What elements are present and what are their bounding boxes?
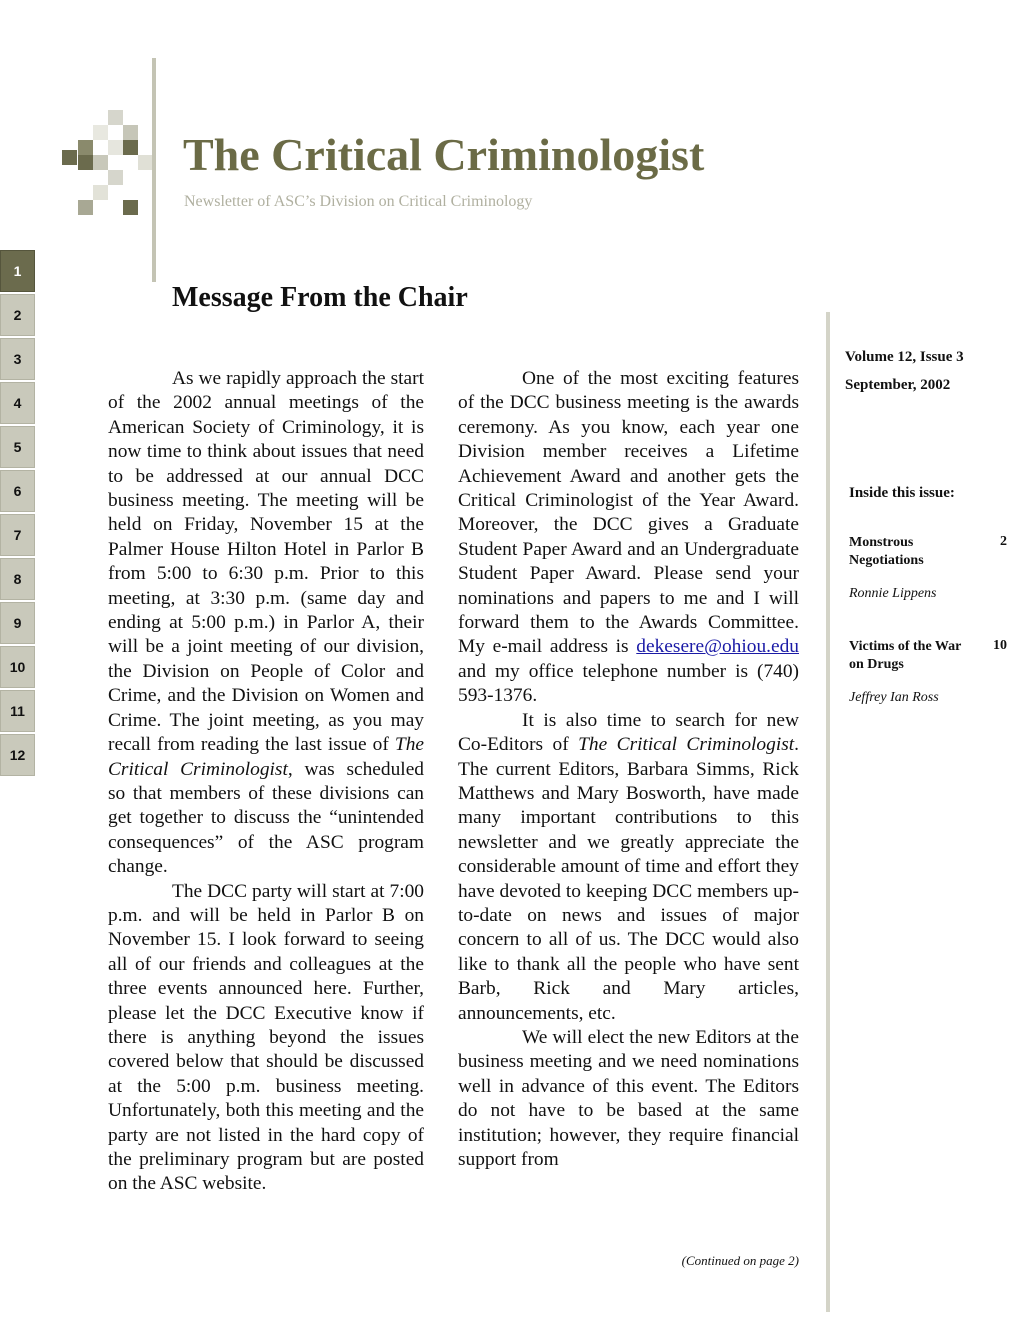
newsletter-logo-icon bbox=[62, 110, 158, 220]
page-tab-7[interactable]: 7 bbox=[0, 514, 35, 556]
article-heading: Message From the Chair bbox=[172, 282, 468, 313]
issue-date: September, 2002 bbox=[845, 377, 951, 393]
article-column-1 bbox=[108, 367, 424, 1197]
toc-item[interactable] bbox=[849, 534, 1019, 602]
article-paragraph: It is also time to search for new Co-Editors of The Critical Criminologist. The current Editors, Barbara Simms, Rick Matthews and Mary Bosworth, have made many important contributions to this newsletter and we greatly appreciate the considerable amount of time and effort they have devoted to keeping DCC members up-to-date on news and issues of major concern to all of us. The DCC would also like to thank all the people who have sent Barb, Rick and Mary articles, announcements, etc. bbox=[458, 709, 799, 1024]
article-paragraph: One of the most exciting features of the DCC business meeting is the awards ceremony. As you know, each year one Division member receives a Lifetime Achievement Award and another gets the Critical Criminologist of the Year Award. Moreover, the DCC gives a Graduate Student Paper Award and an Undergraduate Student Paper Award. Please send your nominations and papers to me and I will forward them to the Awards Committee. My e-mail address is dekesere@ohiou.edu and my office telephone number is (740) 593-1376. bbox=[458, 368, 799, 707]
toc-title[interactable]: Victims of the War on Drugs bbox=[849, 639, 962, 672]
article-paragraph: As we rapidly approach the start of the 2002 annual meetings of the American Society of Criminology, it is now time to think about issues that need to be addressed at our annual DCC business meeting. The meeting will be held on Friday, November 15 at the Palmer House Hilton Hotel in Parlor B from 5:00 to 6:30 p.m. Prior to this meeting, at 3:30 p.m. (same day and ending at 5:00 p.m.) in Parlor A, their will be a joint meeting of our division, the Division on People of Color and Crime, and the Division on Women and Crime. The joint meeting, as you may recall from reading the last issue of The Critical Criminologist, was scheduled so that members of these divisions can get together to discuss the “unintended consequences” of the ASC program change. bbox=[108, 368, 424, 878]
email-link[interactable]: dekesere@ohiou.edu bbox=[636, 636, 799, 658]
page-tab-5[interactable]: 5 bbox=[0, 426, 35, 468]
page-tab-11[interactable]: 11 bbox=[0, 690, 35, 732]
issue-info bbox=[845, 343, 964, 399]
page-tab-12[interactable]: 12 bbox=[0, 734, 35, 776]
page-tab-6[interactable]: 6 bbox=[0, 470, 35, 512]
page-tab-3[interactable]: 3 bbox=[0, 338, 35, 380]
article-column-2 bbox=[458, 367, 799, 1172]
newsletter-title: The Critical Criminologist bbox=[183, 129, 705, 180]
newsletter-name-italic: The Critical Criminologist bbox=[108, 734, 424, 780]
page-tab-2[interactable]: 2 bbox=[0, 294, 35, 336]
toc-author: Jeffrey Ian Ross bbox=[849, 690, 939, 705]
page-tab-10[interactable]: 10 bbox=[0, 646, 35, 688]
page-tab-8[interactable]: 8 bbox=[0, 558, 35, 600]
page-tabs bbox=[0, 250, 37, 778]
volume-label: Volume 12, Issue 3 bbox=[845, 349, 964, 365]
continued-note: (Continued on page 2) bbox=[681, 1253, 799, 1268]
page-tab-4[interactable]: 4 bbox=[0, 382, 35, 424]
toc-title[interactable]: Monstrous Negotiations bbox=[849, 535, 924, 568]
sidebar-divider bbox=[826, 312, 830, 1312]
page-tab-1[interactable]: 1 bbox=[0, 250, 35, 292]
toc-item[interactable] bbox=[849, 638, 1019, 706]
newsletter-name-italic: The Critical Criminologist bbox=[578, 734, 795, 756]
article-paragraph: The DCC party will start at 7:00 p.m. and will be held in Parlor B on November 15. I look forward to seeing all of our friends and colleagues at the three events announced here. Further, please let the DCC Executive know if there is anything beyond the issues covered below that should be discussed at the 5:00 p.m. business meeting. Unfortunately, both this meeting and the party are not listed in the hard copy of the preliminary program but are posted on the ASC website. bbox=[108, 880, 424, 1195]
page-tab-9[interactable]: 9 bbox=[0, 602, 35, 644]
toc-page-number: 2 bbox=[1000, 534, 1007, 549]
toc-author: Ronnie Lippens bbox=[849, 586, 937, 601]
inside-issue-heading: Inside this issue: bbox=[849, 485, 955, 501]
masthead-divider bbox=[152, 58, 156, 282]
toc-page-number: 10 bbox=[993, 638, 1007, 653]
newsletter-subtitle: Newsletter of ASC’s Division on Critical Criminology bbox=[184, 193, 533, 210]
article-paragraph: We will elect the new Editors at the business meeting and we need nominations well in advance of this event. The Editors do not have to be based at the same institution; however, they require financial support from bbox=[458, 1026, 799, 1170]
